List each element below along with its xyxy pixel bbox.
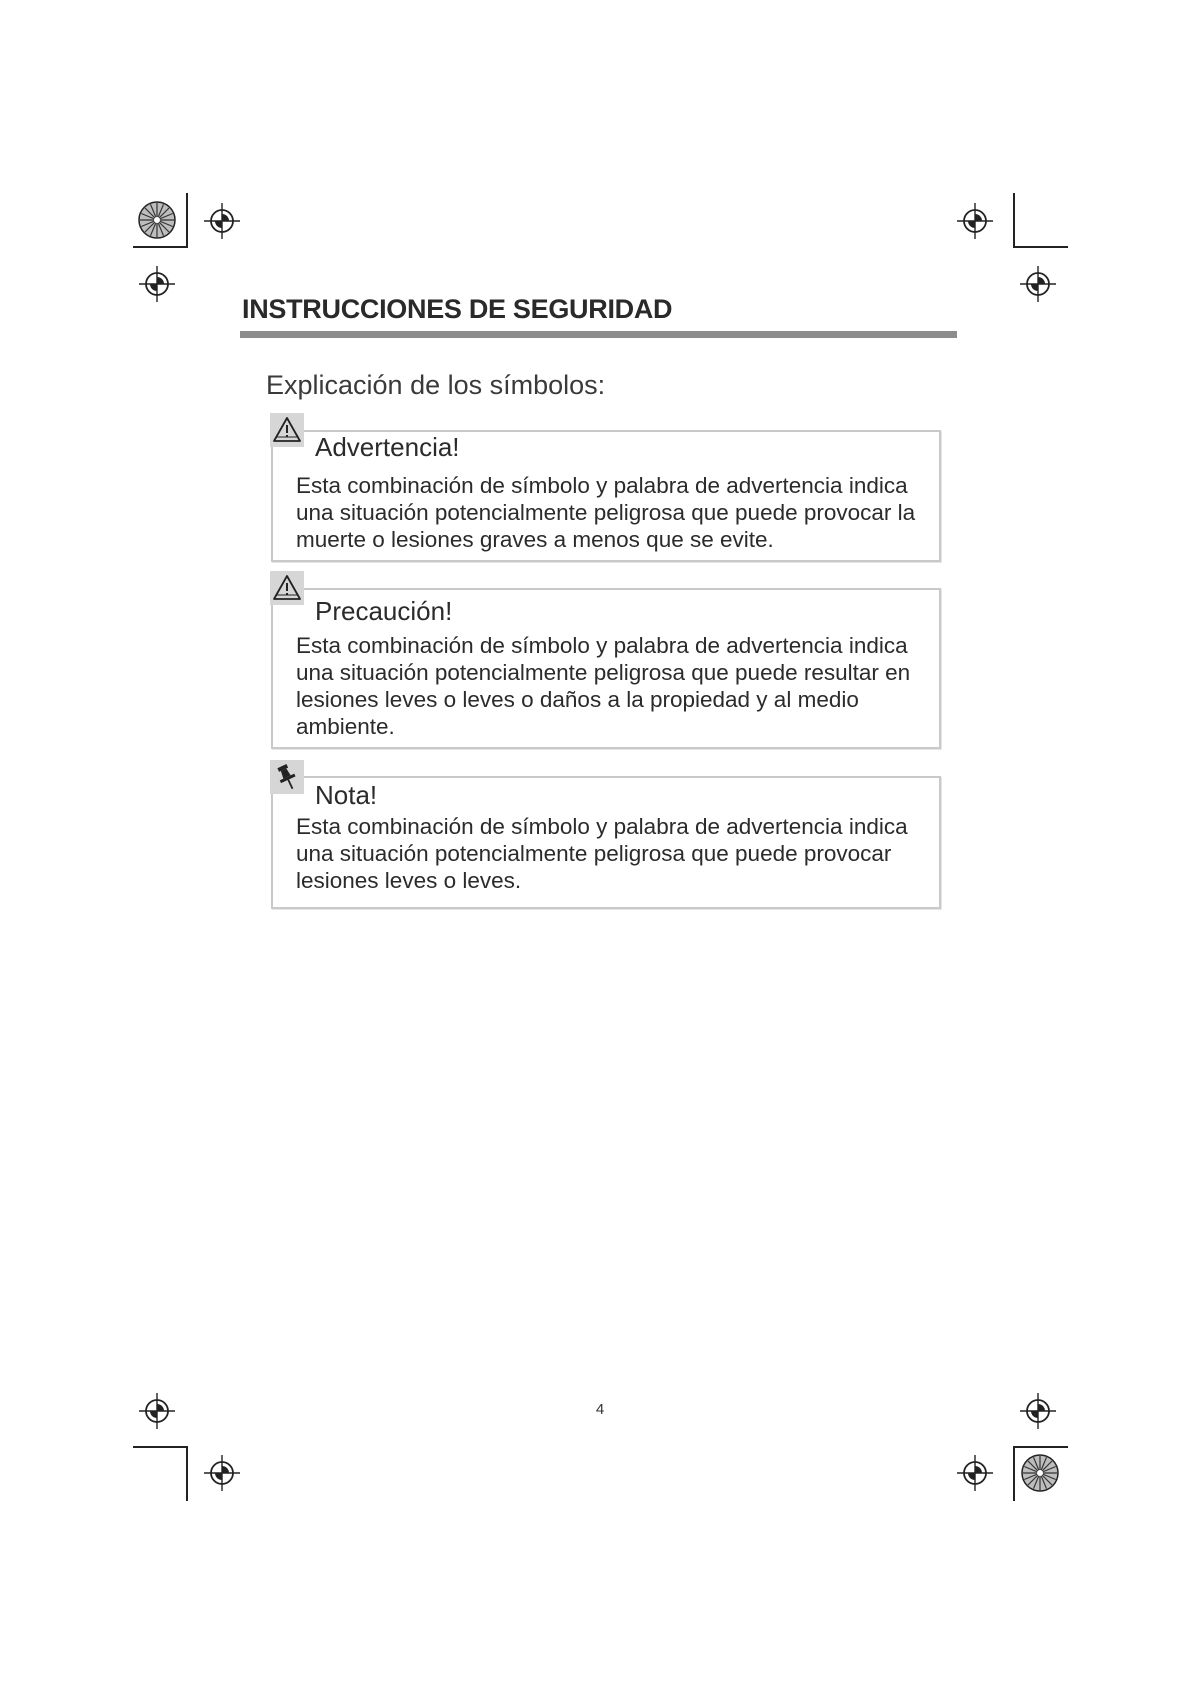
warning-triangle-icon	[270, 571, 304, 605]
crop-mark	[133, 1446, 188, 1448]
pushpin-icon	[270, 760, 304, 794]
registration-starburst-icon	[137, 200, 177, 240]
registration-target-icon	[202, 1453, 242, 1493]
notice-title: Precaución!	[315, 596, 453, 626]
warning-triangle-icon	[270, 413, 304, 447]
registration-target-icon	[137, 1391, 177, 1431]
crop-mark	[186, 193, 188, 246]
registration-target-icon	[137, 264, 177, 304]
notice-text: Esta combinación de símbolo y palabra de advertencia indica una situación potencialmente peligrosa que puede resultar en lesiones leves o leves o daños a la propiedad y al medio ambiente.	[296, 633, 911, 739]
notice-caution	[271, 588, 941, 749]
section-heading: Explicación de los símbolos:	[266, 370, 606, 400]
registration-starburst-icon	[1020, 1453, 1060, 1493]
page-title: INSTRUCCIONES DE SEGURIDAD	[242, 294, 673, 324]
crop-mark	[1013, 246, 1068, 248]
notice-text: Esta combinación de símbolo y palabra de advertencia indica una situación potencialmente peligrosa que puede provocar la muerte o lesiones graves a menos que se evite.	[296, 473, 916, 552]
notice-note	[271, 776, 941, 909]
crop-mark	[186, 1446, 188, 1501]
notice-title: Advertencia!	[315, 432, 460, 462]
registration-target-icon	[1018, 264, 1058, 304]
registration-target-icon	[955, 201, 995, 241]
registration-target-icon	[1018, 1391, 1058, 1431]
crop-mark	[1013, 193, 1015, 246]
title-rule	[240, 331, 957, 338]
notice-text: Esta combinación de símbolo y palabra de advertencia indica una situación potencialmente peligrosa que puede provocar lesiones leves o leves.	[296, 814, 908, 893]
page-number: 4	[595, 1401, 605, 1418]
registration-target-icon	[202, 201, 242, 241]
crop-mark	[1013, 1446, 1068, 1448]
notice-warning	[271, 430, 941, 562]
crop-mark	[133, 246, 188, 248]
crop-mark	[1013, 1446, 1015, 1501]
notice-title: Nota!	[315, 780, 378, 810]
registration-target-icon	[955, 1453, 995, 1493]
